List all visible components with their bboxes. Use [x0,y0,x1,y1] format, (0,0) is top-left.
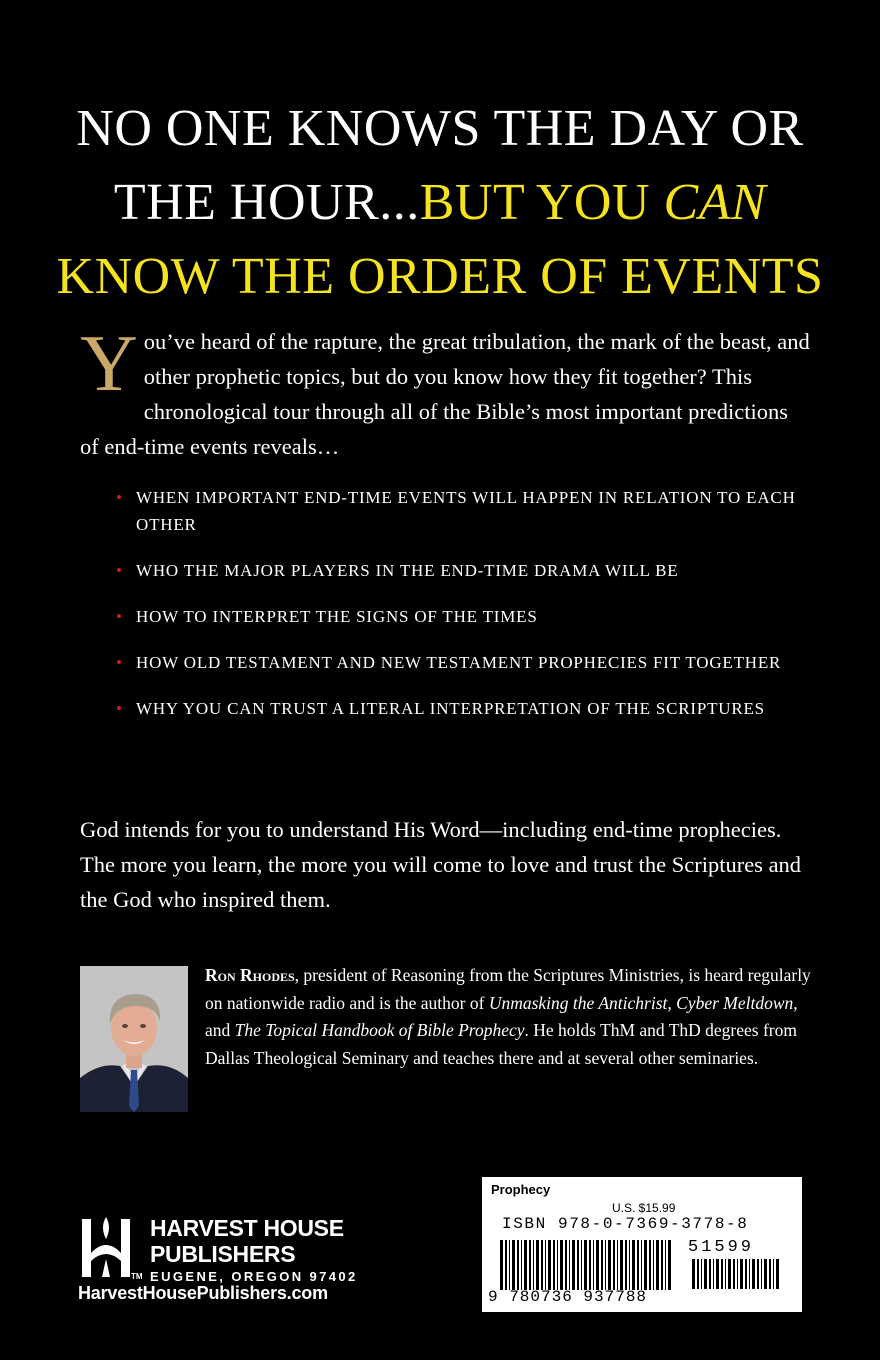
barcode-bar [661,1240,663,1290]
barcode-bar [613,1240,615,1290]
barcode-bar [644,1240,647,1290]
intro-paragraph [80,320,810,464]
barcode-bar [713,1259,714,1289]
barcode-bar [649,1240,651,1290]
bullet-item: • HOW OLD TESTAMENT AND NEW TESTAMENT PROPHECIES FIT TOGETHER [116,649,796,676]
bullet-item: • WHY YOU CAN TRUST A LITERAL INTERPRETATION OF THE SCRIPTURES [116,695,796,722]
barcode-bar [733,1259,735,1289]
barcode-bar [757,1259,759,1289]
headline-line-1: NO ONE KNOWS THE DAY OR [76,100,804,157]
barcode-bar [620,1240,623,1290]
barcode-bar [577,1240,579,1290]
bullet-dot-icon: • [116,653,123,672]
headline [0,92,880,314]
harvest-house-logo-icon [80,1217,132,1279]
bullet-item: • WHEN IMPORTANT END-TIME EVENTS WILL HAPPEN IN RELATION TO EACH OTHER [116,484,796,538]
barcode-bar [581,1240,582,1290]
barcode-bar [541,1240,543,1290]
barcode-bar [569,1240,570,1290]
publisher-name: HARVEST HOUSE PUBLISHERS [150,1215,344,1267]
publisher-url: HarvestHousePublishers.com [78,1283,328,1303]
barcode-bar [545,1240,546,1290]
barcode-category: Prophecy [491,1182,551,1197]
barcode-bar [617,1240,618,1290]
headline-line-2: THE HOUR...BUT YOU CAN [113,174,767,231]
barcode-bar [709,1259,711,1289]
bullet-item: • HOW TO INTERPRET THE SIGNS OF THE TIMES [116,603,796,630]
barcode-bar [524,1240,527,1290]
barcode-bar [601,1240,603,1290]
barcode-bar [668,1240,671,1290]
barcode-bar [653,1240,654,1290]
author-photo [80,966,188,1112]
intro-text: ou’ve heard of the rapture, the great tribulation, the mark of the beast, and other prophetic topics, but do you know how they fit together? This chronological tour through all of the Bible’s most important predictions of end-time events reveals… [80,329,810,459]
headline-line-3: KNOW THE ORDER OF EVENTS [56,248,824,305]
bullet-item: • WHO THE MAJOR PLAYERS IN THE END-TIME DRAMA WILL BE [116,557,796,584]
barcode-bar [773,1259,774,1289]
barcode-bar [716,1259,719,1289]
author-name: Ron Rhodes [205,965,295,985]
drop-cap: Y [80,320,138,408]
barcode-bar [593,1240,594,1290]
publisher-city: EUGENE, OREGON 97402 [150,1269,358,1284]
barcode-isbn: ISBN 978-0-7369-3778-8 [502,1215,749,1233]
barcode-bar [557,1240,558,1290]
trademark-mark: TM [131,1272,143,1281]
barcode-bar [637,1240,639,1290]
barcode-bar [548,1240,551,1290]
barcode-bar [641,1240,642,1290]
barcode-bar [665,1240,666,1290]
barcode-bar [776,1259,779,1289]
barcode-bar [589,1240,591,1290]
barcode-bar [500,1240,503,1290]
barcode-price: U.S. $15.99 [612,1201,676,1215]
bullet-dot-icon: • [116,699,123,718]
closing-paragraph: God intends for you to understand His Word—including end-time prophecies. The more you learn, the more you will come to love and trust the Scriptures and the God who inspired them. [80,817,802,912]
barcode-bar [752,1259,755,1289]
barcode-bar [596,1240,599,1290]
barcode-bar [584,1240,587,1290]
bullet-dot-icon: • [116,488,123,507]
barcode-bar [761,1259,762,1289]
barcode-bar [533,1240,534,1290]
barcode-bar [749,1259,750,1289]
barcode-bar [505,1240,507,1290]
barcode-bar [697,1259,699,1289]
barcode-bar [701,1259,702,1289]
barcode-bar [745,1259,747,1289]
barcode-bar [740,1259,743,1289]
barcode-bar [536,1240,539,1290]
barcode-bar [656,1240,659,1290]
barcode-bar [769,1259,771,1289]
barcode-bar [560,1240,563,1290]
barcode-bar [572,1240,575,1290]
barcode-bar [517,1240,519,1290]
bullet-list [116,484,796,741]
barcode-bar [629,1240,630,1290]
barcode-bar [553,1240,555,1290]
barcode-bar [632,1240,635,1290]
author-portrait-icon [80,966,188,1112]
barcode-bar [565,1240,567,1290]
book-title: The Topical Handbook of Bible Prophecy [234,1020,525,1040]
barcode-bar [608,1240,611,1290]
barcode-bar [509,1240,510,1290]
barcode-bar [728,1259,731,1289]
bullet-dot-icon: • [116,607,123,626]
barcode-bar [529,1240,531,1290]
publisher-block [78,1215,398,1305]
barcode-bar [725,1259,726,1289]
barcode-bar [692,1259,695,1289]
barcode-bar [704,1259,707,1289]
barcode-box [482,1177,802,1312]
barcode-bar [721,1259,723,1289]
barcode-supplement-number: 51599 [688,1238,755,1257]
barcode-bar [521,1240,522,1290]
barcode-main-bars [500,1240,676,1290]
barcode-bar [605,1240,606,1290]
barcode-bar [764,1259,767,1289]
barcode-supplement-bars [692,1259,784,1289]
bullet-dot-icon: • [116,561,123,580]
barcode-digits: 9 780736 937788 [488,1288,648,1306]
barcode-bar [512,1240,515,1290]
barcode-bar [625,1240,627,1290]
barcode-bar [737,1259,738,1289]
author-bio: Ron Rhodes, president of Reasoning from the Scriptures Ministries, is heard regularly on nationwide radio and is the author of Unmasking the Antichrist, Cyber Meltdown, and The Topical Handbook of Bible Prophecy. He holds ThM and ThD degrees from Dallas Theological Seminary and teaches there and at several other seminaries. [205,965,811,1068]
book-title: Unmasking the Antichrist, Cyber Meltdown, [488,992,798,1013]
